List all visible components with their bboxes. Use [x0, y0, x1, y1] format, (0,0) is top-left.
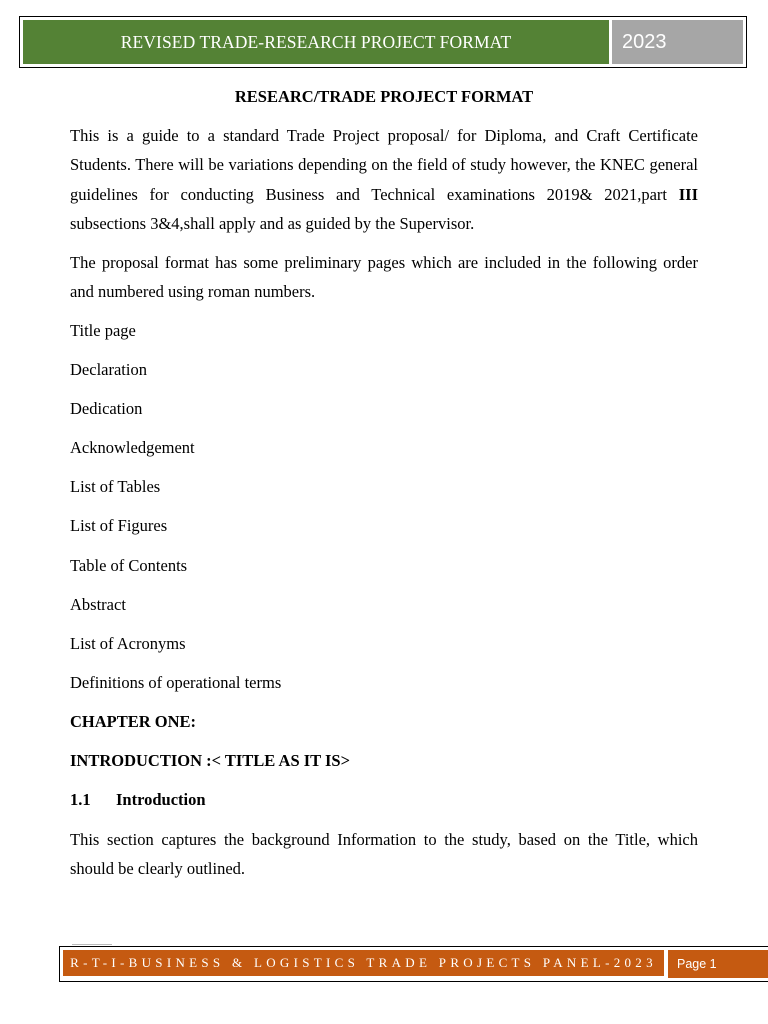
section-number: 1.1: [70, 790, 91, 809]
list-item: Declaration: [70, 360, 147, 379]
list-item: Dedication: [70, 399, 143, 418]
header-title: REVISED TRADE-RESEARCH PROJECT FORMAT: [23, 20, 609, 64]
list-item: Abstract: [70, 595, 126, 614]
intro-text-bold: III: [678, 184, 698, 204]
chapter-title: INTRODUCTION :< TITLE AS IT IS>: [70, 751, 350, 770]
list-item: Acknowledgement: [70, 438, 195, 457]
section-title: Introduction: [116, 790, 206, 809]
intro-text-part1: This is a guide to a standard Trade Project proposal/ for Diploma, and Craft Certificate Students. There will be variations depending on the field of study however, the KNEC general guidelines for conducting Business and Technical examinations 2019& 2021,part: [70, 126, 698, 204]
document-title: RESEARC/TRADE PROJECT FORMAT: [234, 87, 534, 106]
list-item: Definitions of operational terms: [70, 673, 282, 692]
chapter-heading: CHAPTER ONE:: [70, 712, 197, 731]
intro-text-part2: subsections 3&4,shall apply and as guided by the Supervisor.: [70, 213, 475, 233]
section-paragraph: This section captures the background Information to the study, based on the Title, which should be clearly outlined.: [70, 830, 698, 879]
list-item: List of Tables: [70, 477, 161, 496]
header-year: 2023: [612, 20, 743, 64]
list-item: List of Figures: [70, 516, 168, 535]
format-note-paragraph: The proposal format has some preliminary pages which are included in the following order and numbered using roman numbers.: [70, 253, 698, 302]
intro-paragraph: [70, 121, 698, 238]
list-item: List of Acronyms: [70, 634, 186, 653]
list-item: Table of Contents: [70, 556, 188, 575]
list-item: Title page: [70, 321, 136, 340]
section-heading: [70, 790, 206, 810]
page-number: Page 1: [668, 950, 768, 978]
footer-band-text: R-T-I-BUSINESS & LOGISTICS TRADE PROJECTS PANEL-2023: [63, 950, 664, 976]
